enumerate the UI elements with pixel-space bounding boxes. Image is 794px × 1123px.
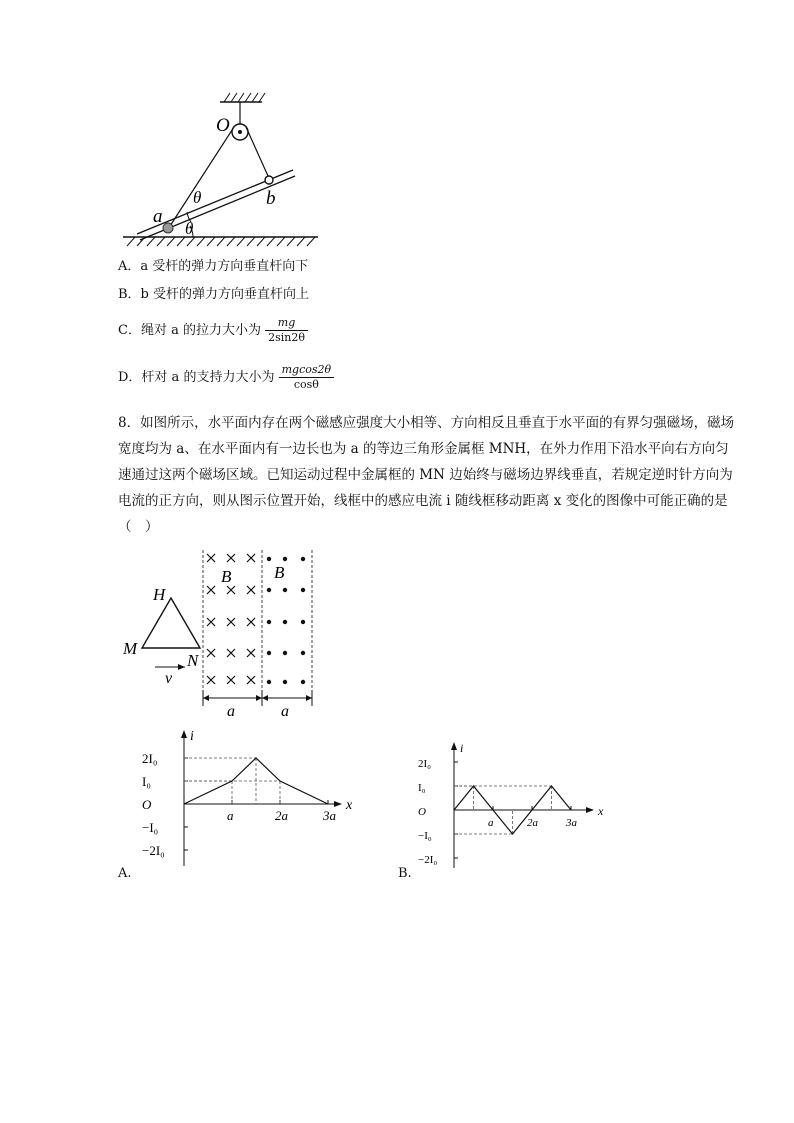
y-tick-label: −2I₀: [142, 843, 165, 858]
x-axis-label: x: [598, 804, 604, 818]
y-axis-label: i: [190, 729, 194, 744]
y-tick-label: 2I₀: [142, 751, 158, 766]
option-7D-numerator: mgcos2θ: [279, 363, 335, 378]
y-tick-label: −I₀: [418, 830, 432, 842]
option-7D[interactable]: [118, 363, 334, 392]
field-out-of-page: [267, 557, 305, 684]
option-7C-fraction: [265, 316, 308, 345]
option-7C-numerator: mg: [265, 316, 308, 331]
label-O: O: [216, 115, 230, 136]
option-8B-label[interactable]: B.: [398, 866, 412, 881]
option-7A[interactable]: A．a 受杆的弹力方向垂直杆向下: [118, 259, 309, 274]
x-tick-label: a: [227, 808, 234, 823]
y-tick-label: −2I₀: [418, 854, 438, 866]
y-tick-label: I₀: [418, 782, 426, 794]
ring-b: [265, 176, 273, 184]
figure-rod-pulley: [115, 90, 325, 250]
string-b: [246, 127, 268, 176]
string-a: [170, 127, 234, 226]
x-tick-label: 2a: [527, 817, 538, 829]
chart-option-A: [140, 728, 355, 878]
option-8A-label[interactable]: A.: [118, 866, 132, 881]
x-tick-label: 3a: [323, 808, 336, 823]
label-theta-top: θ: [193, 188, 202, 207]
y-tick-label: O: [418, 806, 426, 818]
y-axis-arrow: [181, 730, 187, 738]
label-H: H: [153, 585, 166, 604]
chart-option-B: [418, 740, 608, 880]
figure-magnetic-field: [115, 550, 325, 720]
triangle-MNH: [142, 598, 200, 648]
option-7D-fraction: [279, 363, 335, 392]
x-axis-arrow: [334, 801, 342, 807]
label-theta-bottom: θ: [185, 219, 194, 238]
y-tick-label: I₀: [142, 774, 151, 789]
ball-a: [163, 223, 173, 233]
label-B-left: B: [221, 567, 232, 586]
label-M: M: [123, 639, 138, 658]
x-axis-label: x: [346, 798, 353, 813]
x-axis-arrow: [586, 807, 594, 813]
option-7D-text: D．杆对 a 的支持力大小为: [118, 370, 275, 385]
label-B-right: B: [274, 563, 285, 582]
option-7C-text: C．绳对 a 的拉力大小为: [118, 323, 261, 338]
label-N: N: [187, 651, 199, 670]
y-axis-arrow: [451, 742, 457, 750]
label-width-a-left: a: [227, 703, 235, 720]
option-7C[interactable]: [118, 316, 308, 345]
y-tick-label: 2I₀: [418, 758, 431, 770]
x-tick-label: 2a: [275, 808, 288, 823]
y-tick-label: −I₀: [142, 820, 159, 835]
question-8-text: 8．如图所示，水平面内存在两个磁感应强度大小相等、方向相反且垂直于水平面的有界匀强磁场，磁场宽度均为 a、在水平面内有一边长也为 a 的等边三角形金属框 MNH，在外力作用下沿水平向右方向匀速通过这两个磁场区域。已知运动过程中金属框的 MN 边始终与磁场边界线垂直，若规定逆时针方向为电流的正方向，则从图示位置开始，线框中的感应电流 i 随线框移动距离 x 变化的图像中可能正确的是（ ）: [118, 415, 735, 535]
label-v: v: [165, 670, 173, 687]
label-b: b: [266, 188, 276, 209]
x-tick-label: a: [488, 817, 494, 829]
label-width-a-right: a: [281, 703, 289, 720]
x-tick-label: 3a: [566, 817, 577, 829]
option-7D-denominator: cosθ: [293, 378, 319, 391]
label-a: a: [153, 206, 163, 227]
y-tick-label: O: [142, 797, 152, 812]
option-7C-denominator: 2sin2θ: [268, 331, 305, 344]
y-axis-label: i: [460, 741, 464, 755]
option-7B[interactable]: B．b 受杆的弹力方向垂直杆向上: [118, 287, 310, 302]
